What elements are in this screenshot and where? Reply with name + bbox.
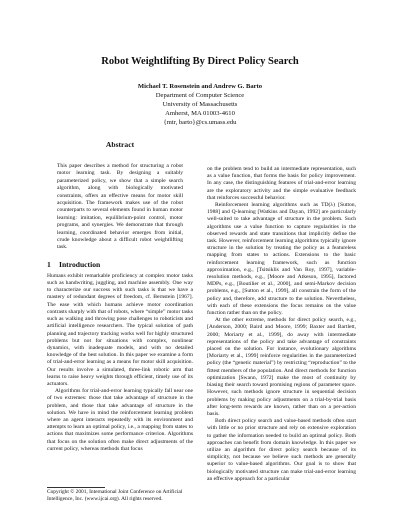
paragraph: Humans exhibit remarkable proficiency at complex motor tasks such as handwriting, juggling, and machine assembly. One way to characterize our success with such tasks is that we have a mastery of redundant degrees of freedom, cf. Bernstein [1967]. The ease with which humans achieve motor coordination contrasts sharply with that of robots, where “simple” motor tasks such as walking and throwing pose challenges to roboticists and artificial intelligence researchers. The typical solution of path planning and trajectory tracking works well for highly structured problems but not for situations with complex, nonlinear dynamics, with inadequate models, and with no detailed knowledge of the best solution. In this paper we examine a form of trial-and-error learning as a means for motor skill acquisition. Our results involve a simulated, three-link robotic arm that learns to raise heavy weights through efficient, timely use of its actuators.	[47, 272, 193, 387]
author-block	[0, 82, 400, 127]
author-email: {mtr, barto}@cs.umass.edu	[163, 119, 237, 126]
section-number: 1	[47, 259, 51, 269]
footnote-rule	[47, 487, 105, 488]
right-column	[207, 166, 356, 483]
paragraph: Algorithms for trial-and-error learning typically fall near one of two extremes: those that take advantage of structure in the problem, and those that take advantage of structure in the solution. We have in mind the reinforcement learning problem where an agent interacts repeatedly with its environment and attempts to learn an optimal policy, i.e., a mapping from states to actions that maximizes some performance criterion. Algorithms that focus on the solution often make direct adjustments of the current policy, whereas methods that focus	[47, 388, 193, 452]
section-title: Introduction	[59, 259, 101, 269]
author-names: Michael T. Rosenstein and Andrew G. Barto	[137, 83, 263, 90]
affiliation-line: Amherst, MA 01003-4610	[165, 110, 235, 117]
affiliation-line: University of Massachusetts	[162, 101, 238, 108]
section-heading	[47, 260, 193, 269]
paragraph: Both direct policy search and value-based methods often start with little or no prior structure and rely on extensive exploration to gather the information needed to build an optimal policy. Both approaches can benefit from domain knowledge. In this paper we utilize an algorithm for direct policy search because of its simplicity, not because we believe such methods are generally superior to value-based algorithms. Our goal is to show that biologically motivated structure can make trial-and-error learning an effective approach for a particular	[207, 418, 356, 482]
paper-title: Robot Weightlifting By Direct Policy Search	[101, 56, 299, 67]
left-column	[47, 140, 193, 453]
paragraph: Reinforcement learning algorithms such as TD(λ) [Sutton, 1988] and Q-learning [Watkins and Dayan, 1992] are particularly well-suited to take advantage of structure in the problem. Such algorithms use a value function to capture regularities in the observed rewards and state transitions that implicitly define the task. However, reinforcement learning algorithms typically ignore structure in the solution by treating the policy as a featureless mapping from states to actions. Extensions to the basic reinforcement learning framework, such as function approximation, e.g., [Tsitsiklis and Van Roy, 1997], variable-resolution methods, e.g., [Moore and Atkeson, 1995], factored MDPs, e.g., [Boutilier et al., 2000], and semi-Markov decision problems, e.g., [Sutton et al., 1999], all constrain the form of the policy and, therefore, add structure to the solution. Nevertheless, with each of these extensions the focus remains on the value function rather than on the policy.	[207, 202, 356, 317]
paragraph: on the problem tend to build an intermediate representation, such as a value function, that forms the basis for policy improvement. In any case, the distinguishing features of trial-and-error learning are the exploratory activity and the simple evaluative feedback that reinforces successful behavior.	[207, 166, 356, 201]
paragraph: At the other extreme, methods for direct policy search, e.g., [Anderson, 2000; Baird and Moore, 1999; Baxter and Bartlett, 2000; Moriarty et al., 1999], do away with intermediate representations of the policy and take advantage of constraints placed on the solution. For instance, evolutionary algorithms [Moriarty et al., 1999] reinforce regularities in the parameterized policy (the “genetic material”) by restricting “reproduction” to the fittest members of the population. And direct methods for function optimization [Swann, 1972] make the most of continuity by biasing their search toward promising regions of parameter space. However, such methods ignore structure in sequential decision problems by making policy adjustments on a trial-by-trial basis after long-term rewards are known, rather than on a per-action basis.	[207, 317, 356, 417]
copyright-notice: Copyright © 2001, International Joint Conference on Artificial Intelligence, Inc. (www.ijcai.org). All rights reserved.	[47, 489, 183, 502]
abstract-text: This paper describes a method for structuring a robot motor learning task. By designing a suitably parameterized policy, we show that a simple search algorithm, along with biologically motivated constraints, offers an effective means for motor skill acquisition. The framework makes use of the robot counterparts to several elements found in human motor learning: imitation, equilibrium-point control, motor programs, and synergies. We demonstrate that through learning, coordinated behavior emerges from initial, crude knowledge about a difficult robot weightlifting task.	[57, 163, 183, 251]
affiliation-line: Department of Computer Science	[155, 92, 245, 99]
abstract-heading: Abstract	[105, 140, 135, 149]
